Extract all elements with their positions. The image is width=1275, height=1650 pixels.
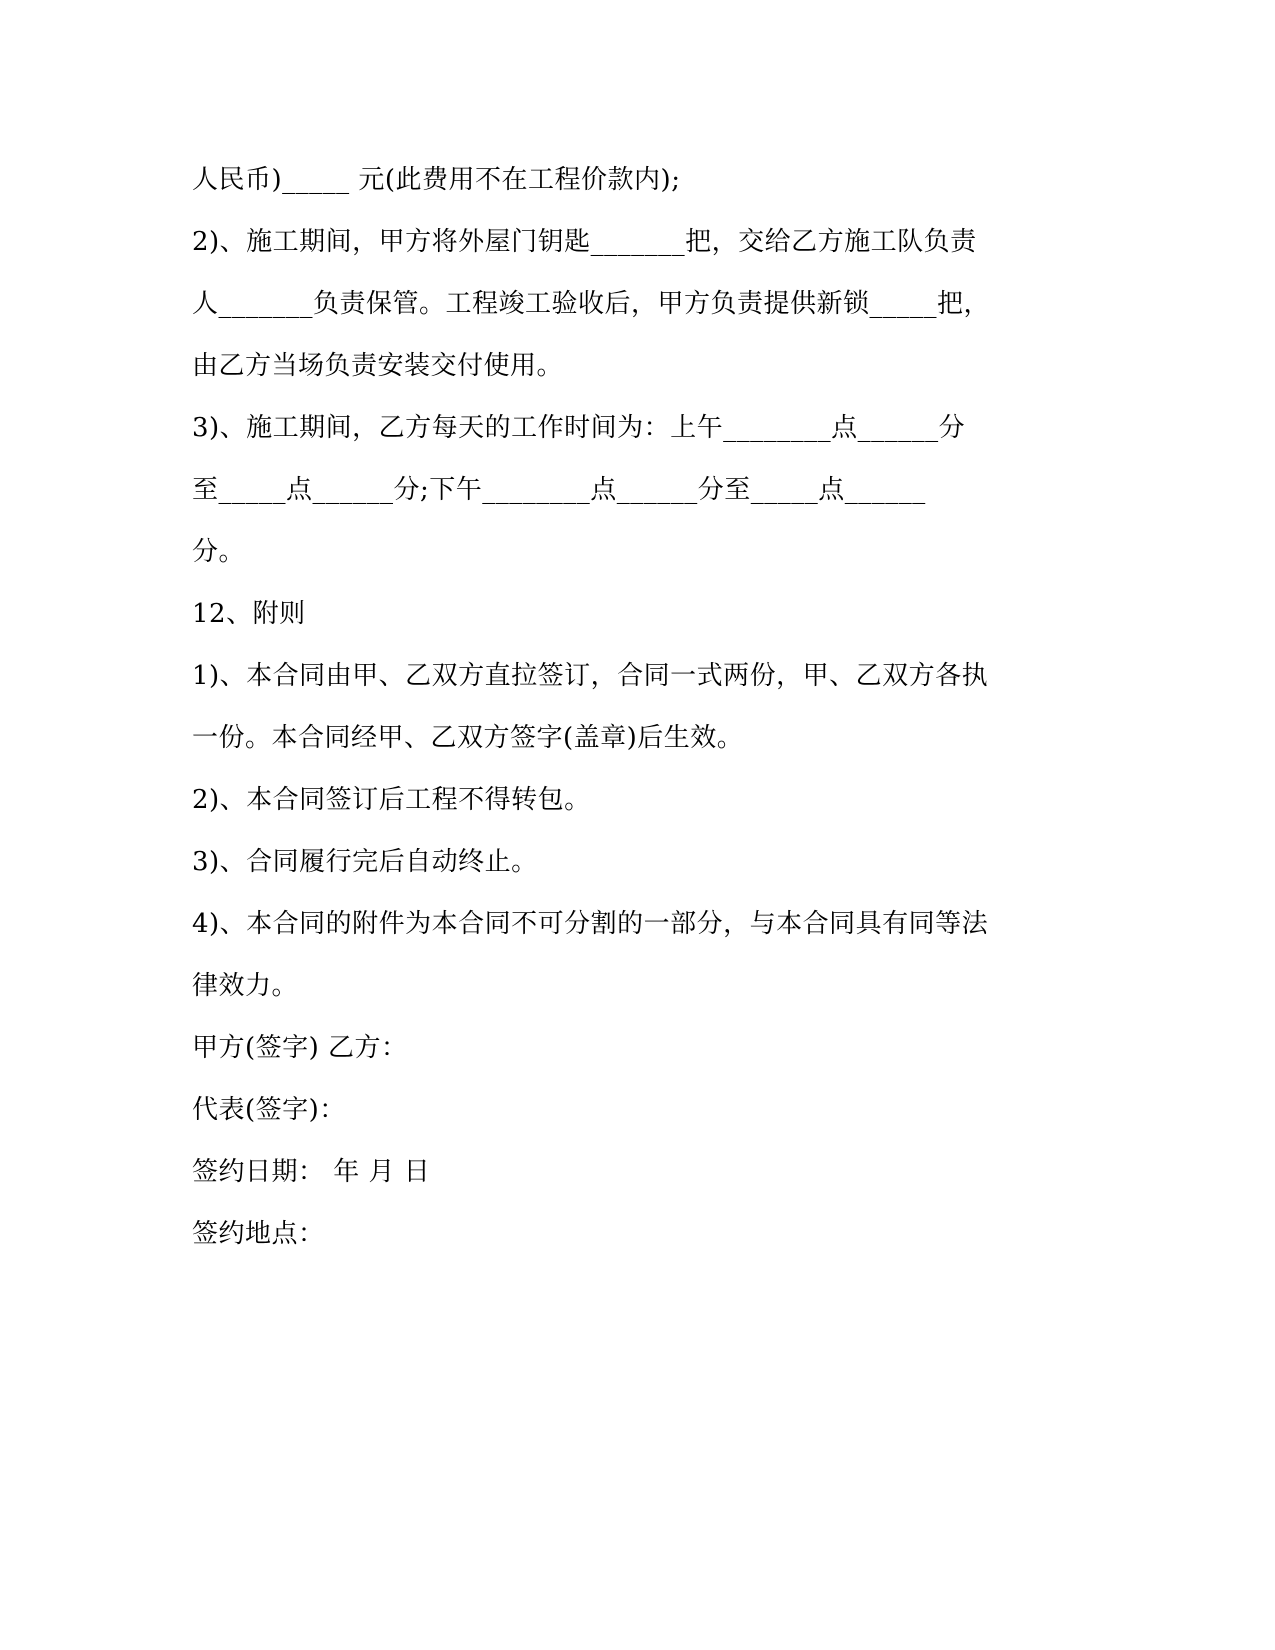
text-line-clause-1-cont: 一份。本合同经甲、乙双方签字(盖章)后生效。 [192,723,744,753]
text-line-work-hours-end: 分。 [192,537,246,567]
section-heading-appendix: 12、附则 [192,599,306,629]
signature-location: 签约地点： [192,1219,325,1249]
signature-parties: 甲方(签字) 乙方： [192,1033,408,1063]
text-line-keys: 2)、施工期间，甲方将外屋门钥匙_______把，交给乙方施工队负责 [192,227,977,257]
signature-representative: 代表(签字)： [192,1095,346,1125]
text-line-fee: 人民币)_____ 元(此费用不在工程价款内); [192,165,681,195]
text-line-clause-1: 1)、本合同由甲、乙双方直拉签订，合同一式两份，甲、乙双方各执 [192,661,989,691]
text-line-clause-2: 2)、本合同签订后工程不得转包。 [192,785,591,815]
signature-date: 签约日期： 年 月 日 [192,1157,431,1187]
text-line-clause-4: 4)、本合同的附件为本合同不可分割的一部分，与本合同具有同等法 [192,909,989,939]
text-line-clause-4-cont: 律效力。 [192,971,299,1001]
text-line-install: 由乙方当场负责安装交付使用。 [192,351,564,381]
text-line-keeper: 人_______负责保管。工程竣工验收后，甲方负责提供新锁_____把， [192,289,991,319]
text-line-clause-3: 3)、合同履行完后自动终止。 [192,847,538,877]
text-line-work-hours: 3)、施工期间，乙方每天的工作时间为：上午________点______分 [192,413,966,443]
text-line-work-hours-cont: 至_____点______分;下午________点______分至_____点______ [192,475,926,505]
